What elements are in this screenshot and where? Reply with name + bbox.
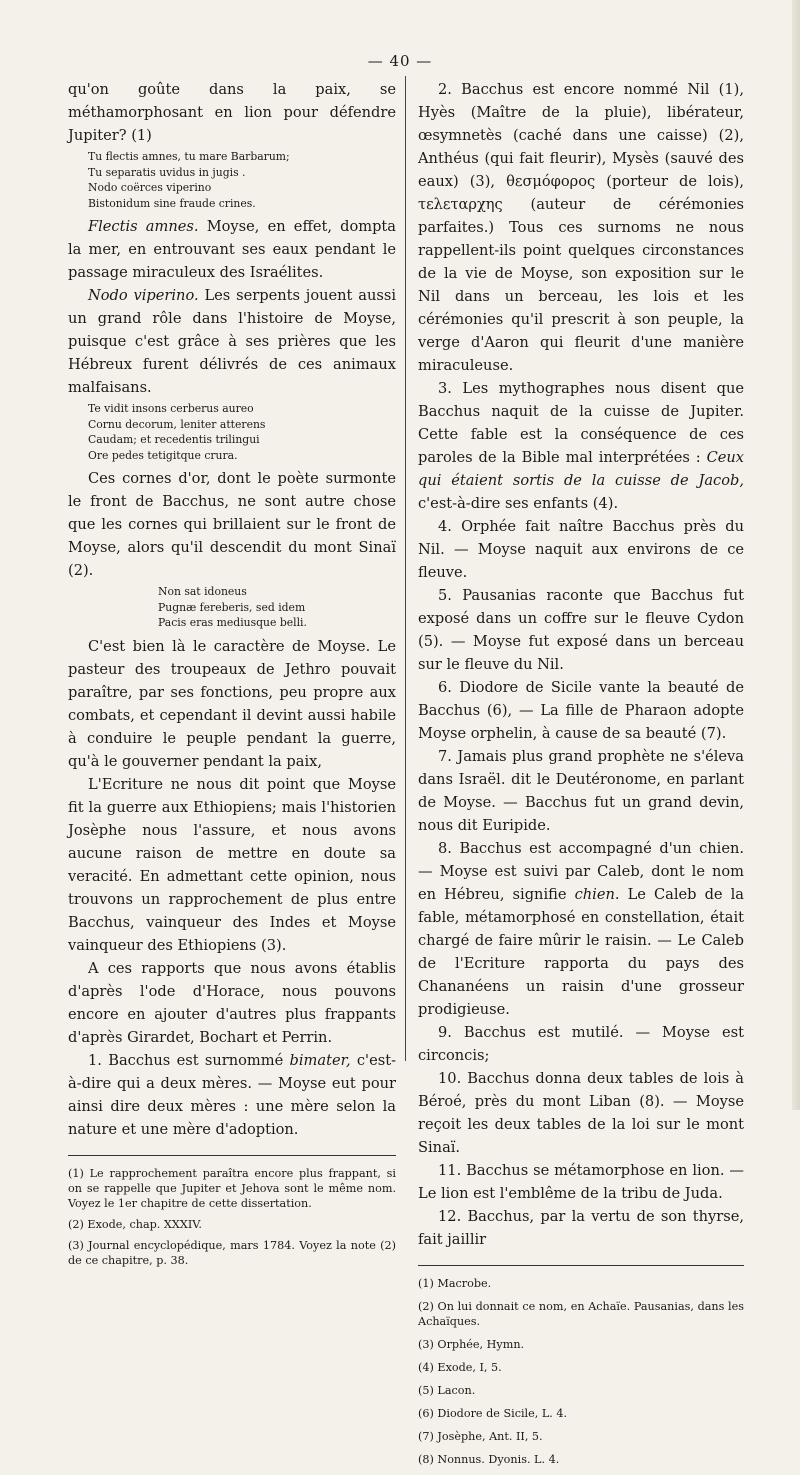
paragraph: 9. Bacchus est mutilé. — Moyse est circoncis; — [418, 1024, 744, 1064]
footnotes — [68, 1166, 396, 1268]
text: c'est-à-dire ses enfants (4). — [418, 495, 619, 512]
emphasis: chien. — [574, 886, 620, 903]
verse-line: Cornu decorum, leniter atterens — [88, 417, 266, 431]
footnote: (3) Journal encyclopédique, mars 1784. Voyez la note (2) de ce chapitre, p. 38. — [68, 1238, 396, 1267]
footnote: (1) Le rapprochement paraîtra encore plus frappant, si on se rappelle que Jupiter et Jehova sont le même nom. Voyez le 1er chapitre de cette dissertation. — [68, 1166, 396, 1210]
verse-line: Nodo coërces viperino — [88, 181, 212, 194]
paragraph: 5. Pausanias raconte que Bacchus fut exposé dans un coffre sur le fleuve Cydon (5). — Moyse fut exposé dans un berceau sur le fleuve du Nil. — [418, 587, 744, 673]
text: 3. Les mythographes nous disent que Bacchus naquit de la cuisse de Jupiter. Cette fable est la conséquence de ces paroles de la Bible mal interprétées : — [418, 380, 744, 466]
emphasis: Flectis amnes. — [88, 218, 199, 235]
footnote-rule — [68, 1155, 396, 1156]
footnote: (1) Macrobe. — [418, 1277, 492, 1290]
verse-line: Caudam; et recedentis trilingui — [88, 433, 260, 446]
paragraph: 10. Bacchus donna deux tables de lois à Béroé, près du mont Liban (8). — Moyse reçoit les deux tables de la loi sur le mont Sinaï. — [418, 1070, 744, 1156]
paragraph: A ces rapports que nous avons établis d'après l'ode d'Horace, nous pouvons encore en ajouter d'autres plus frappants d'après Girardet, Bochart et Perrin. — [68, 959, 396, 1046]
paragraph: 6. Diodore de Sicile vante la beauté de Bacchus (6), — La fille de Pharaon adopte Moyse orphelin, à cause de sa beauté (7). — [418, 679, 744, 742]
verse-line: Bistonidum sine fraude crines. — [88, 196, 256, 210]
verse-line: Te vidit insons cerberus aureo — [88, 402, 254, 415]
paragraph: 11. Bacchus se métamorphose en lion. — Le lion est l'emblême de la tribu de Juda. — [418, 1162, 744, 1202]
verse-line: Non sat idoneus — [158, 585, 247, 598]
paragraph: C'est bien là le caractère de Moyse. Le pasteur des troupeaux de Jethro pouvait paraître, par ses fonctions, peu propre aux combats, et cependant il devint aussi habile à conduire le peuple pendant la guerre, qu'à le gouverner pendant la paix, — [68, 637, 396, 770]
paragraph — [68, 215, 396, 284]
right-column — [418, 78, 744, 1475]
column-divider — [405, 76, 406, 1061]
emphasis: Nodo viperino. — [88, 287, 199, 304]
verse-line: Pacis eras mediusque belli. — [158, 616, 307, 629]
footnote-rule — [418, 1265, 744, 1266]
text: Moyse, en effet, dompta la mer, en entrouvant ses eaux pendant le passage miraculeux des Israélites. — [68, 218, 397, 281]
paragraph: qu'on goûte dans la paix, se méthamorphosant en lion pour défendre Jupiter? (1) — [68, 81, 396, 144]
paragraph — [68, 1049, 396, 1141]
latin-verse — [88, 401, 396, 463]
footnote: (6) Diodore de Sicile, L. 4. — [418, 1407, 568, 1420]
verse-line: Tu separatis uvidus in jugis . — [88, 165, 246, 179]
footnote: (4) Exode, I, 5. — [418, 1361, 502, 1374]
footnote: (7) Josèphe, Ant. II, 5. — [418, 1430, 543, 1443]
emphasis: Ceux qui étaient sortis de la cuisse de Jacob, — [418, 449, 744, 489]
footnote: (2) On lui donnait ce nom, en Achaïe. Pausanias, dans les Achaïques. — [418, 1300, 744, 1328]
footnote: (8) Nonnus. Dyonis. L. 4. — [418, 1453, 560, 1466]
paragraph: 4. Orphée fait naître Bacchus près du Nil. — Moyse naquit aux environs de ce fleuve. — [418, 518, 744, 581]
emphasis: bimater, — [289, 1051, 351, 1069]
paragraph: 7. Jamais plus grand prophète ne s'éleva dans Israël. dit le Deutéronome, en parlant de Moyse. — Bacchus fut un grand devin, nous dit Euripide. — [418, 748, 744, 834]
verse-line: Ore pedes tetigitque crura. — [88, 448, 238, 462]
latin-verse — [88, 149, 396, 211]
page-number: — 40 — — [367, 52, 433, 70]
text: Le Caleb de la fable, métamorphosé en constellation, était chargé de faire mûrir le raisin. — Le Caleb de l'Ecriture rapporta du pays des Chananéens un raisin d'une grosseur prodigieuse. — [418, 886, 745, 1018]
text: Les serpents jouent aussi un grand rôle dans l'histoire de Moyse, puisque c'est grâce à ses prières que les Hébreux furent délivrés de ces animaux malfaisans. — [68, 287, 396, 396]
latin-verse — [158, 584, 396, 631]
text: 8. Bacchus est accompagné d'un chien. — Moyse est suivi par Caleb, dont le nom en Hébreu, signifie — [418, 840, 744, 903]
footnote: (3) Orphée, Hymn. — [418, 1338, 525, 1351]
text: 1. Bacchus est surnommé — [88, 1051, 290, 1069]
paragraph — [418, 377, 744, 515]
paragraph — [68, 284, 396, 399]
verse-line: Pugnæ fereberis, sed idem — [158, 600, 306, 614]
left-column — [68, 78, 396, 1274]
text: c'est-à-dire qui a deux mères. — Moyse eut pour ainsi dire deux mères : une mère selon la nature et une mère d'adoption. — [68, 1051, 396, 1138]
footnote: (5) Lacon. — [418, 1384, 476, 1397]
footnotes — [418, 1276, 744, 1467]
paragraph: 2. Bacchus est encore nommé Nil (1), Hyès (Maître de la pluie), libérateur, œsymnetès (caché dans une caisse) (2), Anthéus (qui fait fleurir), Mysès (sauvé des eaux) (3), θεσμόφορος (porteur de lois), τελεταρχης (auteur de cérémonies parfaites.) Tous ces surnoms ne nous rappellent-ils point quelques circonstances de la vie de Moyse, son exposition sur le Nil dans un berceau, les lois et les cérémonies qu'il prescrit à son peuple, la verge d'Aaron qui fleurit d'une manière miraculeuse. — [418, 81, 744, 374]
paragraph: Ces cornes d'or, dont le poète surmonte le front de Bacchus, ne sont autre chose que les cornes qui brillaient sur le front de Moyse, alors qu'il descendit du mont Sinaï (2). — [68, 470, 396, 579]
paragraph: L'Ecriture ne nous dit point que Moyse fit la guerre aux Ethiopiens; mais l'historien Josèphe nous l'assure, et nous avons aucune raison de mettre en doute sa veracité. En admettant cette opinion, nous trouvons un rapprochement de plus entre Bacchus, vainqueur des Indes et Moyse vainqueur des Ethiopiens (3). — [68, 775, 396, 954]
verse-line: Tu flectis amnes, tu mare Barbarum; — [88, 150, 290, 163]
paragraph: 12. Bacchus, par la vertu de son thyrse, fait jaillir — [418, 1208, 744, 1248]
paragraph — [418, 837, 744, 1021]
page-edge — [792, 0, 800, 1110]
footnote: (2) Exode, chap. XXXIV. — [68, 1217, 202, 1231]
